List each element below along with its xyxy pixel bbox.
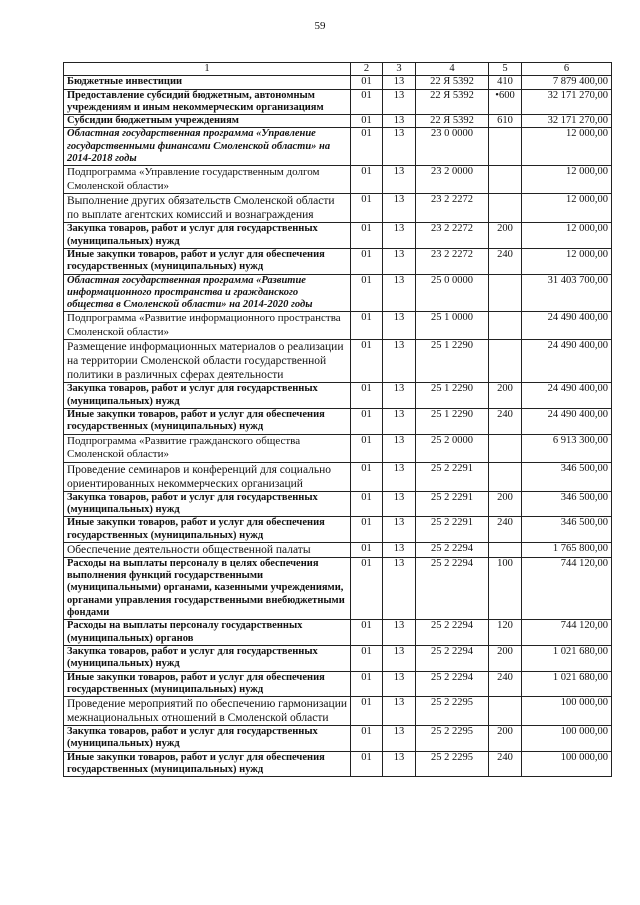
- column-header: 1: [64, 63, 351, 76]
- table-row: [64, 115, 612, 128]
- row-expense-type: 200: [489, 383, 522, 409]
- row-subsection-code: 13: [383, 340, 416, 383]
- row-expense-type: [489, 542, 522, 557]
- row-section-code: 01: [351, 223, 383, 249]
- row-expense-type: [489, 274, 522, 312]
- row-expense-type: 240: [489, 409, 522, 435]
- row-target-article: 23 2 2272: [416, 223, 489, 249]
- row-name: Проведение мероприятий по обеспечению гармонизации межнациональных отношений в Смоленской области: [64, 697, 351, 726]
- row-name: Иные закупки товаров, работ и услуг для обеспечения государственных (муниципальных) нужд: [64, 517, 351, 543]
- row-name: Закупка товаров, работ и услуг для государственных (муниципальных) нужд: [64, 383, 351, 409]
- row-target-article: 23 2 0000: [416, 166, 489, 194]
- row-section-code: 01: [351, 434, 383, 462]
- row-target-article: 25 1 0000: [416, 312, 489, 340]
- row-name: Иные закупки товаров, работ и услуг для обеспечения государственных (муниципальных) нужд: [64, 751, 351, 777]
- row-amount: 346 500,00: [522, 462, 612, 491]
- table-row: [64, 697, 612, 726]
- row-name: Иные закупки товаров, работ и услуг для обеспечения государственных (муниципальных) нужд: [64, 248, 351, 274]
- row-name: Иные закупки товаров, работ и услуг для обеспечения государственных (муниципальных) нужд: [64, 671, 351, 697]
- row-section-code: 01: [351, 340, 383, 383]
- table-row: [64, 434, 612, 462]
- row-target-article: 23 2 2272: [416, 248, 489, 274]
- row-section-code: 01: [351, 491, 383, 517]
- row-expense-type: 410: [489, 76, 522, 89]
- row-amount: 100 000,00: [522, 751, 612, 777]
- row-subsection-code: 13: [383, 645, 416, 671]
- row-expense-type: [489, 462, 522, 491]
- row-subsection-code: 13: [383, 128, 416, 166]
- table-row: [64, 462, 612, 491]
- table-row: [64, 76, 612, 89]
- row-expense-type: [489, 340, 522, 383]
- row-expense-type: 610: [489, 115, 522, 128]
- row-amount: 346 500,00: [522, 491, 612, 517]
- table-row: [64, 645, 612, 671]
- row-subsection-code: 13: [383, 223, 416, 249]
- page-number: 59: [314, 20, 326, 32]
- row-amount: 1 021 680,00: [522, 645, 612, 671]
- row-subsection-code: 13: [383, 274, 416, 312]
- row-expense-type: 120: [489, 620, 522, 646]
- table-row: [64, 409, 612, 435]
- table-row: [64, 751, 612, 777]
- row-amount: 100 000,00: [522, 726, 612, 752]
- row-target-article: 25 2 2294: [416, 557, 489, 619]
- column-header: 4: [416, 63, 489, 76]
- row-target-article: 25 2 2294: [416, 542, 489, 557]
- row-expense-type: 200: [489, 223, 522, 249]
- row-target-article: 23 0 0000: [416, 128, 489, 166]
- table-row: [64, 671, 612, 697]
- row-expense-type: [489, 434, 522, 462]
- row-subsection-code: 13: [383, 557, 416, 619]
- row-section-code: 01: [351, 726, 383, 752]
- row-name: Закупка товаров, работ и услуг для государственных (муниципальных) нужд: [64, 223, 351, 249]
- row-expense-type: [489, 312, 522, 340]
- row-target-article: 25 2 2295: [416, 697, 489, 726]
- column-header: 6: [522, 63, 612, 76]
- table-row: [64, 89, 612, 115]
- row-amount: 7 879 400,00: [522, 76, 612, 89]
- column-header: 3: [383, 63, 416, 76]
- row-target-article: 25 2 2295: [416, 726, 489, 752]
- row-name: Размещение информационных материалов о реализации на территории Смоленской области государственной политики в различных сферах деятельности: [64, 340, 351, 383]
- row-expense-type: 240: [489, 751, 522, 777]
- table-row: [64, 340, 612, 383]
- row-amount: 12 000,00: [522, 194, 612, 223]
- row-subsection-code: 13: [383, 312, 416, 340]
- row-expense-type: 240: [489, 671, 522, 697]
- row-name: Предоставление субсидий бюджетным, автономным учреждениям и иным некоммерческим организациям: [64, 89, 351, 115]
- row-expense-type: 240: [489, 517, 522, 543]
- row-target-article: 22 Я 5392: [416, 89, 489, 115]
- row-amount: 6 913 300,00: [522, 434, 612, 462]
- row-section-code: 01: [351, 383, 383, 409]
- row-amount: 1 765 800,00: [522, 542, 612, 557]
- row-section-code: 01: [351, 248, 383, 274]
- row-target-article: 25 2 2291: [416, 462, 489, 491]
- row-target-article: 25 2 2291: [416, 491, 489, 517]
- row-subsection-code: 13: [383, 383, 416, 409]
- row-amount: 24 490 400,00: [522, 312, 612, 340]
- row-section-code: 01: [351, 194, 383, 223]
- row-name: Обеспечение деятельности общественной палаты: [64, 542, 351, 557]
- table-row: [64, 194, 612, 223]
- row-expense-type: 200: [489, 491, 522, 517]
- row-section-code: 01: [351, 671, 383, 697]
- row-section-code: 01: [351, 620, 383, 646]
- row-name: Иные закупки товаров, работ и услуг для обеспечения государственных (муниципальных) нужд: [64, 409, 351, 435]
- table-row: [64, 223, 612, 249]
- row-expense-type: [489, 166, 522, 194]
- row-section-code: 01: [351, 462, 383, 491]
- row-section-code: 01: [351, 645, 383, 671]
- row-subsection-code: 13: [383, 409, 416, 435]
- row-section-code: 01: [351, 166, 383, 194]
- row-amount: 32 171 270,00: [522, 89, 612, 115]
- table-row: [64, 491, 612, 517]
- budget-table: [63, 62, 612, 777]
- row-amount: 12 000,00: [522, 248, 612, 274]
- row-subsection-code: 13: [383, 166, 416, 194]
- row-amount: 1 021 680,00: [522, 671, 612, 697]
- table-row: [64, 517, 612, 543]
- row-name: Областная государственная программа «Управление государственными финансами Смоленской области» на 2014-2018 годы: [64, 128, 351, 166]
- row-amount: 12 000,00: [522, 166, 612, 194]
- row-amount: 24 490 400,00: [522, 340, 612, 383]
- row-name: Расходы на выплаты персоналу в целях обеспечения выполнения функций государственными (муниципальными) органами, казенными учреждениями, органами управления государственными внебюджетными фондами: [64, 557, 351, 619]
- row-name: Расходы на выплаты персоналу государственных (муниципальных) органов: [64, 620, 351, 646]
- table-row: [64, 383, 612, 409]
- row-target-article: 25 2 2294: [416, 671, 489, 697]
- row-amount: 346 500,00: [522, 517, 612, 543]
- row-target-article: 23 2 2272: [416, 194, 489, 223]
- row-target-article: 25 2 2294: [416, 645, 489, 671]
- row-name: Подпрограмма «Управление государственным долгом Смоленской области»: [64, 166, 351, 194]
- row-amount: 12 000,00: [522, 128, 612, 166]
- row-subsection-code: 13: [383, 751, 416, 777]
- row-expense-type: [489, 128, 522, 166]
- row-section-code: 01: [351, 128, 383, 166]
- row-subsection-code: 13: [383, 671, 416, 697]
- row-amount: 12 000,00: [522, 223, 612, 249]
- table-row: [64, 166, 612, 194]
- table-row: [64, 726, 612, 752]
- row-subsection-code: 13: [383, 491, 416, 517]
- row-subsection-code: 13: [383, 248, 416, 274]
- row-expense-type: •600: [489, 89, 522, 115]
- row-target-article: 25 2 2294: [416, 620, 489, 646]
- row-amount: 744 120,00: [522, 620, 612, 646]
- table-header-row: [64, 63, 612, 76]
- table-body: [64, 76, 612, 777]
- row-section-code: 01: [351, 76, 383, 89]
- row-target-article: 25 2 0000: [416, 434, 489, 462]
- row-target-article: 22 Я 5392: [416, 76, 489, 89]
- row-name: Закупка товаров, работ и услуг для государственных (муниципальных) нужд: [64, 726, 351, 752]
- row-expense-type: [489, 194, 522, 223]
- column-header: 5: [489, 63, 522, 76]
- row-section-code: 01: [351, 751, 383, 777]
- row-subsection-code: 13: [383, 194, 416, 223]
- row-section-code: 01: [351, 274, 383, 312]
- row-target-article: 25 1 2290: [416, 409, 489, 435]
- row-name: Подпрограмма «Развитие гражданского общества Смоленской области»: [64, 434, 351, 462]
- row-section-code: 01: [351, 115, 383, 128]
- row-subsection-code: 13: [383, 620, 416, 646]
- row-section-code: 01: [351, 409, 383, 435]
- row-subsection-code: 13: [383, 434, 416, 462]
- row-amount: 744 120,00: [522, 557, 612, 619]
- row-name: Выполнение других обязательств Смоленской области по выплате агентских комиссий и вознаграждения: [64, 194, 351, 223]
- row-subsection-code: 13: [383, 115, 416, 128]
- row-target-article: 25 2 2295: [416, 751, 489, 777]
- row-name: Подпрограмма «Развитие информационного пространства Смоленской области»: [64, 312, 351, 340]
- row-expense-type: 200: [489, 645, 522, 671]
- row-subsection-code: 13: [383, 89, 416, 115]
- row-target-article: 25 1 2290: [416, 340, 489, 383]
- row-section-code: 01: [351, 542, 383, 557]
- table-row: [64, 557, 612, 619]
- row-name: Закупка товаров, работ и услуг для государственных (муниципальных) нужд: [64, 491, 351, 517]
- row-target-article: 22 Я 5392: [416, 115, 489, 128]
- row-subsection-code: 13: [383, 517, 416, 543]
- row-target-article: 25 2 2291: [416, 517, 489, 543]
- row-expense-type: 240: [489, 248, 522, 274]
- row-section-code: 01: [351, 89, 383, 115]
- table-row: [64, 274, 612, 312]
- table-row: [64, 248, 612, 274]
- row-amount: 24 490 400,00: [522, 383, 612, 409]
- row-name: Субсидии бюджетным учреждениям: [64, 115, 351, 128]
- row-subsection-code: 13: [383, 76, 416, 89]
- row-target-article: 25 1 2290: [416, 383, 489, 409]
- row-name: Бюджетные инвестиции: [64, 76, 351, 89]
- table-row: [64, 128, 612, 166]
- row-expense-type: [489, 697, 522, 726]
- row-amount: 31 403 700,00: [522, 274, 612, 312]
- row-subsection-code: 13: [383, 542, 416, 557]
- row-section-code: 01: [351, 517, 383, 543]
- row-amount: 100 000,00: [522, 697, 612, 726]
- table-row: [64, 542, 612, 557]
- row-target-article: 25 0 0000: [416, 274, 489, 312]
- row-subsection-code: 13: [383, 697, 416, 726]
- row-subsection-code: 13: [383, 462, 416, 491]
- table-row: [64, 620, 612, 646]
- row-amount: 24 490 400,00: [522, 409, 612, 435]
- row-section-code: 01: [351, 557, 383, 619]
- row-expense-type: 200: [489, 726, 522, 752]
- row-name: Проведение семинаров и конференций для социально ориентированных некоммерческих организаций: [64, 462, 351, 491]
- row-name: Областная государственная программа «Развитие информационного пространства и гражданского общества в Смоленской области» на 2014-2020 годы: [64, 274, 351, 312]
- row-section-code: 01: [351, 697, 383, 726]
- table-row: [64, 312, 612, 340]
- row-expense-type: 100: [489, 557, 522, 619]
- row-subsection-code: 13: [383, 726, 416, 752]
- column-header: 2: [351, 63, 383, 76]
- row-amount: 32 171 270,00: [522, 115, 612, 128]
- row-name: Закупка товаров, работ и услуг для государственных (муниципальных) нужд: [64, 645, 351, 671]
- row-section-code: 01: [351, 312, 383, 340]
